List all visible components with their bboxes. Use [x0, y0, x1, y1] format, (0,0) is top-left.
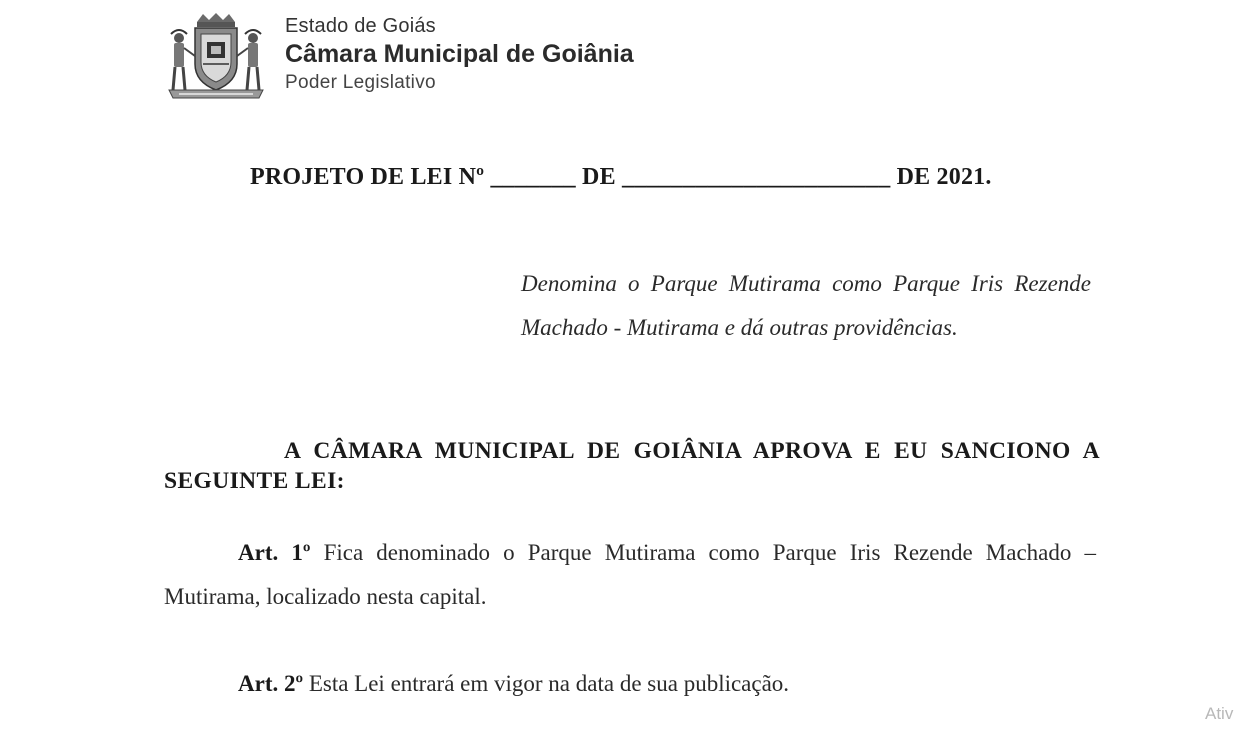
bill-summary: Denomina o Parque Mutirama como Parque Iris Rezende Machado - Mutirama e dá outras providências.: [521, 271, 1091, 340]
article-1-label: Art. 1º: [238, 540, 311, 565]
letterhead: [165, 12, 685, 102]
letterhead-text: [285, 14, 634, 96]
state-name: Estado de Goiás: [285, 15, 436, 37]
article-2-text: Esta Lei entrará em vigor na data de sua publicação.: [308, 671, 790, 696]
branch-name: Poder Legislativo: [285, 72, 436, 93]
article-1-text: Fica denominado o Parque Mutirama como Parque Iris Rezende Machado – Mutirama, localizado nesta capital.: [164, 540, 1097, 609]
chamber-name: Câmara Municipal de Goiânia: [285, 40, 634, 68]
municipal-coat-of-arms-icon: [165, 12, 267, 100]
bill-title: PROJETO DE LEI Nº _______ DE ______________________ DE 2021.: [250, 164, 992, 190]
enactment-clause: A CÂMARA MUNICIPAL DE GOIÂNIA APROVA E EU SANCIONO A SEGUINTE LEI:: [164, 438, 1100, 494]
article-2: [164, 662, 1096, 706]
article-1: [164, 531, 1096, 619]
activation-watermark: Ativ: [1205, 704, 1234, 723]
article-2-label: Art. 2º: [238, 671, 304, 696]
